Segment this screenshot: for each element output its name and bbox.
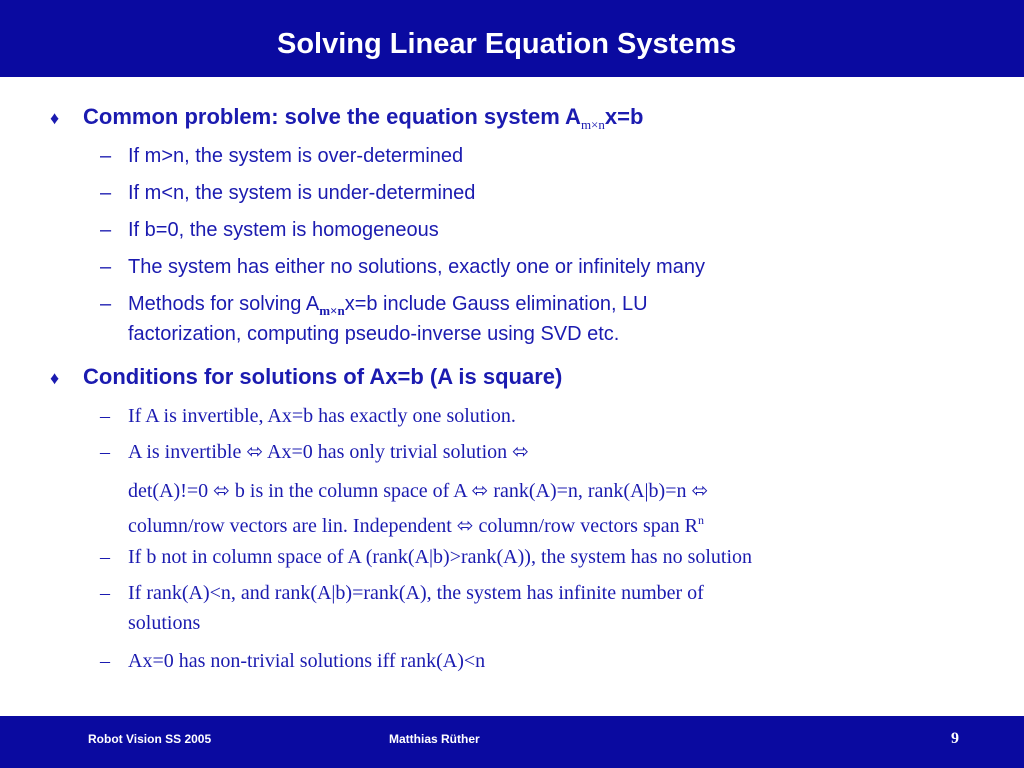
dash-bullet: – (100, 182, 112, 204)
item-text: If b not in column space of A (rank(A|b)>rank(A)), the system has no solution (128, 546, 753, 568)
item-text: The system has either no solutions, exactly one or infinitely many (128, 256, 705, 278)
subscript-mxn: m×n (580, 117, 605, 132)
item-text: If m<n, the system is under-determined (128, 182, 476, 204)
superscript-n: n (697, 513, 704, 527)
dash-bullet: – (100, 650, 110, 672)
equiv-text-b: Ax=0 has only trivial solution (267, 441, 508, 463)
dash-bullet: – (100, 256, 112, 278)
bullet-heading-common-problem (50, 104, 643, 133)
page-number: 9 (951, 730, 959, 747)
item-text (128, 438, 529, 467)
item-text: If b=0, the system is homogeneous (128, 219, 439, 241)
iff-arrow-icon: ⬄ (471, 480, 489, 502)
dash-bullet: – (100, 441, 110, 463)
dash-bullet: – (100, 405, 110, 427)
equiv-text-a: A is invertible (128, 441, 242, 463)
iff-arrow-icon: ⬄ (246, 441, 264, 463)
slide-title: Solving Linear Equation Systems (277, 28, 737, 60)
methods-text-a: Methods for solving A (128, 293, 320, 315)
iff-arrow-icon: ⬄ (691, 480, 709, 502)
dash-bullet: – (100, 293, 112, 315)
cont-text-a: det(A)!=0 (128, 480, 209, 502)
item-text: solutions (128, 612, 201, 634)
item-text: If m>n, the system is over-determined (128, 145, 464, 167)
methods-text-b: x=b include Gauss elimination, LU (344, 293, 648, 315)
heading-text: Common problem: solve the equation system A (83, 104, 581, 129)
heading-text-end: x=b (604, 104, 644, 129)
cont-text-d: column/row vectors are lin. Independent (128, 515, 452, 537)
iff-arrow-icon: ⬄ (512, 441, 529, 463)
diamond-bullet-icon: ♦ (50, 108, 60, 128)
diamond-bullet-icon: ♦ (50, 368, 60, 388)
cont-text-c: rank(A)=n, rank(A|b)=n (493, 480, 687, 502)
iff-arrow-icon: ⬄ (213, 480, 230, 502)
dash-bullet: – (100, 219, 112, 241)
dash-bullet: – (100, 546, 110, 568)
item-text (128, 477, 708, 506)
dash-bullet: – (100, 582, 110, 604)
item-text: If A is invertible, Ax=b has exactly one solution. (128, 405, 516, 427)
item-text: If rank(A)<n, and rank(A|b)=rank(A), the system has infinite number of (128, 582, 704, 604)
bullet-heading-conditions (50, 364, 562, 390)
heading-text: Conditions for solutions of Ax=b (A is square) (83, 364, 563, 389)
subscript-mxn: m×n (319, 303, 345, 318)
cont-text-e: column/row vectors span R (478, 515, 698, 537)
cont-text-b: b is in the column space of A (234, 480, 467, 502)
item-text: factorization, computing pseudo-inverse using SVD etc. (128, 323, 620, 345)
footer-author: Matthias Rüther (389, 732, 480, 746)
dash-bullet: – (100, 145, 112, 167)
item-text: Ax=0 has non-trivial solutions iff rank(A)<n (128, 650, 486, 672)
footer-course: Robot Vision SS 2005 (88, 732, 212, 746)
item-text (128, 506, 704, 541)
iff-arrow-icon: ⬄ (456, 515, 474, 537)
